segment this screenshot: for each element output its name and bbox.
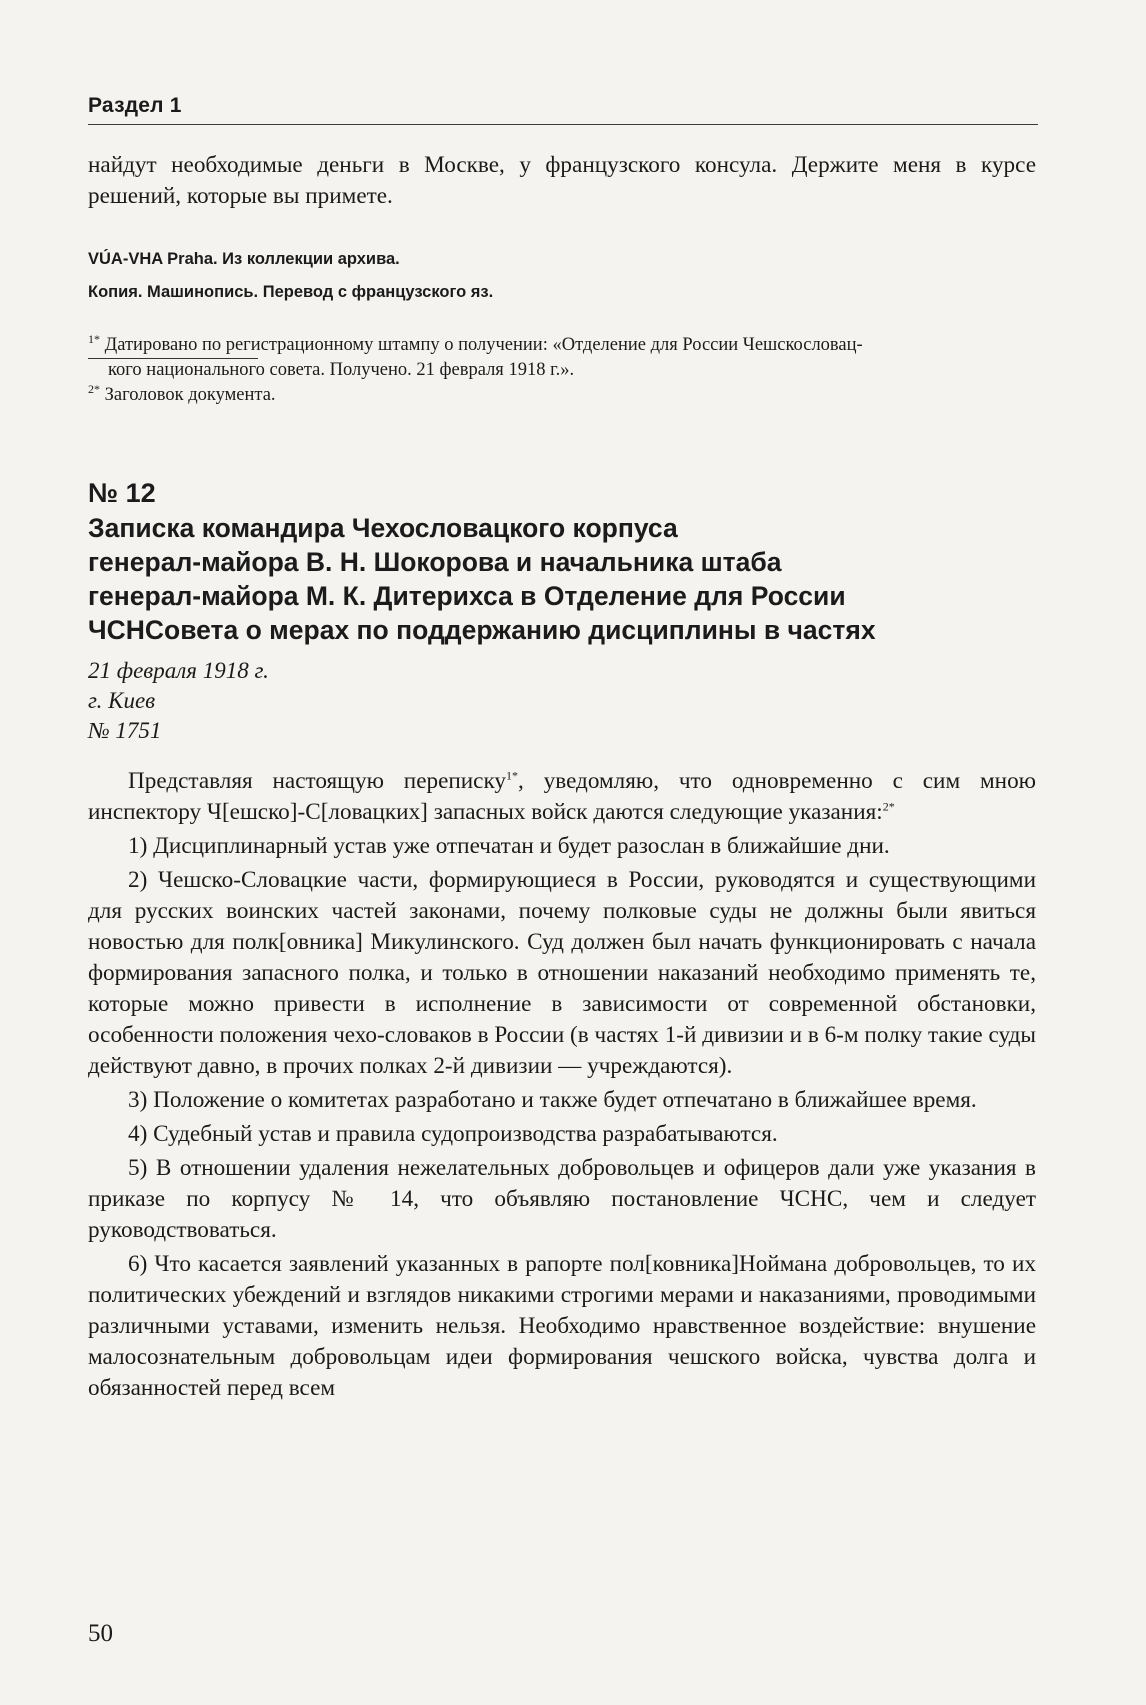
archive-note xyxy=(88,247,1036,304)
document-heading xyxy=(88,478,1036,647)
footnote-1 xyxy=(88,333,1036,358)
document-title xyxy=(88,511,1036,647)
paragraph-2: 2) Чешско-Словацкие части, формирующиеся в России, руководятся и существующими для русских воинских частей законами, почему полковые суды не должны были явиться новостью для полк[овника] Микулинского. Суд должен был начать функционировать с начала формирования запасного полка, и только в отношении наказаний необходимо применять те, которые можно привести в исполнение в зависимости от современной обстановки, особенности положения чехо-словаков в России (в частях 1-й дивизии и в 6-м полку такие суды действуют давно, в прочих полках 2-й дивизии — учреждаются). xyxy=(88,867,1036,1079)
paragraph-intro-part-2: , уведомляю, что одновременно с сим мною инспектору Ч[ешско]-С[ловацких] запасных войск даются следующие указания: xyxy=(88,768,1036,825)
title-line: генерал-майора В. Н. Шокорова и начальника штаба xyxy=(88,547,782,577)
archive-source: VÚA-VHA Praha. Из коллекции архива. xyxy=(88,250,400,268)
section-label: Раздел 1 xyxy=(88,94,182,117)
footnote-1-mark: 1* xyxy=(88,331,100,346)
title-line: генерал-майора М. К. Дитерихса в Отделение для России xyxy=(88,581,846,611)
footnotes xyxy=(88,333,1036,408)
paragraph-3: 3) Положение о комитетах разработано и также будет отпечатано в ближайшее время. xyxy=(128,1087,977,1113)
footnote-2-mark: 2* xyxy=(88,381,100,396)
title-line: Записка командира Чехословацкого корпуса xyxy=(88,513,678,543)
intro-block xyxy=(88,150,1036,212)
paragraph-5: 5) В отношении удаления нежелательных добровольцев и офицеров дали уже указания в приказе по корпусу № 14, что объявляю постановление ЧСНС, чем и следует руководствоваться. xyxy=(88,1155,1036,1243)
paragraph-1: 1) Дисциплинарный устав уже отпечатан и будет разослан в ближайшие дни. xyxy=(128,833,890,859)
title-line: ЧСНСовета о мерах по поддержанию дисциплины в частях xyxy=(88,615,876,645)
footnote-1-continuation xyxy=(88,358,1036,383)
footnote-1-text-1: Датировано по регистрационному штампу о получении: «Отделение для России Чешскословац- xyxy=(104,335,863,355)
paragraph-intro xyxy=(88,766,1036,828)
document-place: г. Киев xyxy=(88,688,156,713)
page-number: 50 xyxy=(88,1620,113,1647)
paragraph-6: 6) Что касается заявлений указанных в рапорте пол[ковника]Ноймана добровольцев, то их политических убеждений и взглядов никакими строгими мерами и наказаниями, проводимыми различными уставами, изменить нельзя. Необходимо нравственное воздействие: внушение малосознательным добровольцам идеи формирования чешского войска, чувства долга и обязанностей перед всем xyxy=(88,1251,1036,1401)
footnote-ref-2: 2* xyxy=(882,799,895,814)
document-date: 21 февраля 1918 г. xyxy=(88,658,269,683)
footnote-1-text-2: кого национального совета. Получено. 21 февраля 1918 г.». xyxy=(108,360,575,380)
document-reg-number: № 1751 xyxy=(88,718,162,743)
footnote-2 xyxy=(88,383,1036,408)
paragraph-4: 4) Судебный устав и правила судопроизводства разрабатываются. xyxy=(128,1121,778,1147)
archive-copy: Копия. Машинопись. Перевод с французского яз. xyxy=(88,283,494,301)
paragraph-intro-part-1: Представляя настоящую переписку xyxy=(128,768,507,794)
running-header xyxy=(88,94,1038,125)
intro-paragraph: найдут необходимые деньги в Москве, у французского консула. Держите меня в курсе решений, которые вы примете. xyxy=(88,152,1036,209)
document-body xyxy=(88,766,1036,1404)
footnote-2-text: Заголовок документа. xyxy=(104,385,276,405)
document-meta xyxy=(88,656,1036,746)
footnote-ref-1: 1* xyxy=(506,768,519,783)
document-number: № 12 xyxy=(88,478,156,508)
